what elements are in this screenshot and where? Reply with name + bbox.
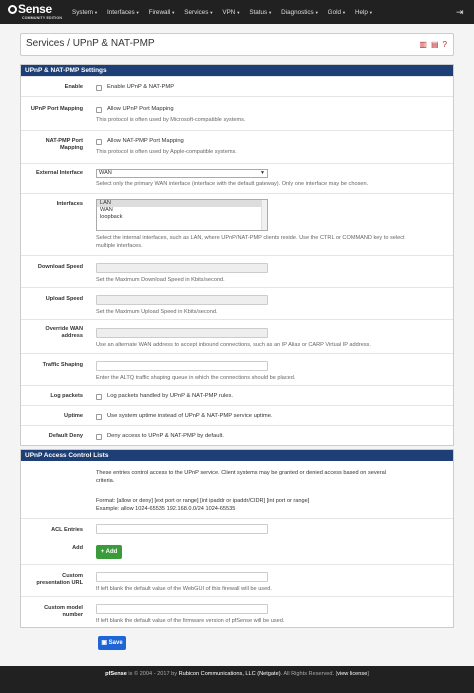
row-acl-entries <box>21 518 453 538</box>
shaping-help: Enter the ALTQ traffic shaping queue in which the connections should be placed. <box>96 375 296 381</box>
footer-license-link[interactable]: view license <box>337 671 368 677</box>
upnp-help: This protocol is often used by Microsoft-compatible systems. <box>96 117 246 123</box>
pfsense-logo[interactable] <box>8 3 70 21</box>
enable-checkbox[interactable] <box>96 85 102 91</box>
interfaces-scrollbar[interactable] <box>261 200 267 230</box>
interfaces-help-2: multiple interfaces. <box>96 243 143 249</box>
row-default-deny <box>21 425 453 445</box>
menu-diagnostics[interactable] <box>281 9 319 16</box>
row-traffic-shaping <box>21 353 453 385</box>
ext-iface-value: WAN <box>99 170 112 176</box>
logo-brand <box>8 2 52 16</box>
custom-url-help: If left blank the default value of the WebGUI of this firewall will be used. <box>96 586 272 592</box>
caret-down-icon: ▼ <box>268 9 273 15</box>
ext-iface-help: Select only the primary WAN interface (interface with the default gateway). Only one interface may be chosen. <box>96 181 369 187</box>
custom-model-input[interactable] <box>96 604 268 614</box>
menu-system-label: System <box>72 8 93 16</box>
menu-status-label: Status <box>249 8 268 16</box>
deny-label: Default Deny <box>48 433 83 439</box>
external-interface-select[interactable] <box>96 169 268 178</box>
acl-intro-2: criteria. <box>96 478 115 484</box>
caret-down-icon: ▼ <box>171 9 176 15</box>
title-icons <box>419 40 447 49</box>
menu-system[interactable] <box>72 9 98 16</box>
custom-model-label <box>21 605 83 619</box>
main-menu <box>72 0 382 24</box>
plus-icon: + <box>100 549 106 555</box>
caret-down-icon: ▼ <box>341 9 346 15</box>
uptime-checkbox[interactable] <box>96 414 102 420</box>
caret-down-icon: ▼ <box>236 9 241 15</box>
custom-model-help: If left blank the default value of the firmware version of pfSense will be used. <box>96 618 285 624</box>
log-label: Log packets <box>50 393 83 399</box>
menu-help[interactable] <box>355 9 373 16</box>
help-icon[interactable]: ? <box>442 40 447 49</box>
breadcrumb-services[interactable]: Services / <box>26 38 70 49</box>
override-wan-label <box>21 326 83 340</box>
footer-brand: pfSense <box>105 671 127 677</box>
row-upload-speed <box>21 287 453 319</box>
logo-edition: COMMUNITY EDITION <box>22 16 63 20</box>
interface-option-wan[interactable]: WAN <box>100 207 113 213</box>
acl-example: Example: allow 1024-65535 192.168.0.0/24 1024-65535 <box>96 506 236 512</box>
logo-circle-icon <box>8 5 17 14</box>
menu-interfaces-label: Interfaces <box>106 8 135 16</box>
custom-url-label-2: presentation URL <box>36 580 83 586</box>
enable-text: Enable UPnP & NAT-PMP <box>107 84 175 90</box>
upload-label: Upload Speed <box>45 296 83 302</box>
footer-company-link[interactable]: Rubicon Communications, LLC (Netgate) <box>178 671 281 677</box>
caret-down-icon: ▼ <box>209 9 214 15</box>
row-custom-url <box>21 564 453 596</box>
row-acl-intro <box>21 461 453 518</box>
row-upnp <box>21 96 453 130</box>
menu-vpn[interactable] <box>222 9 240 16</box>
override-wan-label-1: Override WAN <box>45 326 83 332</box>
download-label: Download Speed <box>37 264 83 270</box>
caret-down-icon: ▼ <box>135 9 140 15</box>
uptime-label: Uptime <box>64 413 83 419</box>
deny-text: Deny access to UPnP & NAT-PMP by default. <box>107 433 224 439</box>
acl-panel-header: UPnP Access Control Lists <box>21 450 453 461</box>
menu-services-label: Services <box>184 8 209 16</box>
override-wan-input[interactable] <box>96 328 268 338</box>
uptime-text: Use system uptime instead of UPnP & NAT-PMP service uptime. <box>107 413 273 419</box>
menu-gold[interactable] <box>328 9 346 16</box>
interface-option-loopback[interactable]: loopback <box>100 214 123 220</box>
row-interfaces <box>21 193 453 255</box>
row-add <box>21 538 453 564</box>
acl-entries-label: ACL Entries <box>51 527 83 533</box>
traffic-shaping-input[interactable] <box>96 361 268 371</box>
row-uptime <box>21 405 453 425</box>
menu-firewall-label: Firewall <box>148 8 171 16</box>
caret-down-icon: ▼ <box>94 9 98 15</box>
footer-text-3: ] <box>367 671 369 677</box>
override-wan-label-2: address <box>61 333 83 339</box>
log-checkbox[interactable] <box>96 394 102 400</box>
menu-status[interactable] <box>249 9 272 16</box>
custom-url-label <box>21 573 83 587</box>
breadcrumb <box>26 38 155 49</box>
natpmp-label-1: NAT-PMP Port <box>45 138 83 144</box>
caret-down-icon: ▼ <box>368 9 373 15</box>
natpmp-help: This protocol is often used by Apple-compatible systems. <box>96 149 237 155</box>
acl-entries-input[interactable] <box>96 524 268 534</box>
custom-url-input[interactable] <box>96 572 268 582</box>
breadcrumb-upnp[interactable]: UPnP & NAT-PMP <box>72 38 155 49</box>
menu-interfaces[interactable] <box>107 9 140 16</box>
upload-help: Set the Maximum Upload Speed in Kbits/second. <box>96 309 218 315</box>
natpmp-label-2: Mapping <box>60 145 83 151</box>
menu-firewall[interactable] <box>149 9 176 16</box>
row-custom-model <box>21 596 453 627</box>
natpmp-label <box>21 138 83 152</box>
row-override-wan <box>21 319 453 353</box>
upnp-checkbox[interactable] <box>96 107 102 113</box>
row-download-speed <box>21 255 453 287</box>
upnp-label: UPnP Port Mapping <box>30 106 83 112</box>
upnp-text: Allow UPnP Port Mapping <box>107 106 174 112</box>
custom-model-label-2: number <box>62 612 83 618</box>
save-icon: ▣ <box>101 640 109 646</box>
acl-panel <box>20 449 454 628</box>
acl-intro <box>96 469 446 485</box>
menu-diagnostics-label: Diagnostics <box>281 8 314 16</box>
interface-option-lan[interactable]: LAN <box>97 200 267 207</box>
page-title-bar <box>20 33 454 56</box>
row-enable <box>21 76 453 96</box>
logo-text: Sense <box>18 2 52 16</box>
footer-text-2: . All Rights Reserved. [ <box>280 671 338 677</box>
row-log-packets <box>21 385 453 405</box>
settings-panel-header: UPnP & NAT-PMP Settings <box>21 65 453 76</box>
settings-panel <box>20 64 454 446</box>
download-speed-input[interactable] <box>96 263 268 273</box>
custom-url-label-1: Custom <box>62 573 83 579</box>
override-wan-help: Use an alternate WAN address to accept inbound connections, such as an IP Alias or CARP Virtual IP address. <box>96 342 371 348</box>
menu-vpn-label: VPN <box>222 8 236 16</box>
row-natpmp <box>21 130 453 163</box>
upload-speed-input[interactable] <box>96 295 268 305</box>
chart-icon[interactable]: ▥ <box>419 40 427 49</box>
footer-text-1: is © 2004 - 2017 by <box>126 671 179 677</box>
top-navbar <box>0 0 474 24</box>
add-button-label: Add <box>105 549 118 555</box>
acl-format: Format: [allow or deny] [ext port or range] [int ipaddr or ipaddr/CIDR] [int port or range] <box>96 498 310 504</box>
row-external-interface <box>21 163 453 193</box>
caret-down-icon: ▼ <box>314 9 319 15</box>
select-arrow-icon: ▼ <box>260 170 265 176</box>
custom-model-label-1: Custom model <box>44 605 83 611</box>
deny-checkbox[interactable] <box>96 434 102 440</box>
log-text: Log packets handled by UPnP & NAT-PMP rules. <box>107 393 233 399</box>
log-icon[interactable]: ▤ <box>430 40 439 49</box>
enable-label: Enable <box>64 84 83 90</box>
interfaces-help <box>96 234 446 250</box>
shaping-label: Traffic Shaping <box>42 362 83 368</box>
interfaces-multiselect[interactable] <box>96 199 268 231</box>
menu-help-label: Help <box>354 8 368 16</box>
interfaces-help-1: Select the internal interfaces, such as LAN, where UPnP/NAT-PMP clients reside. Use the CTRL or COMMAND key to select <box>96 235 405 241</box>
save-button[interactable] <box>98 636 126 650</box>
acl-intro-1: These entries control access to the UPnP service. Client systems may be granted or denied access based on several <box>96 470 386 476</box>
add-label: Add <box>72 545 83 551</box>
download-help: Set the Maximum Download Speed in Kbits/second. <box>96 277 225 283</box>
menu-gold-label: Gold <box>327 8 341 16</box>
add-button[interactable] <box>96 545 122 559</box>
logout-icon[interactable]: ⇥ <box>456 7 464 17</box>
natpmp-checkbox[interactable] <box>96 139 102 145</box>
interfaces-label: Interfaces <box>56 201 83 207</box>
menu-services[interactable] <box>184 9 213 16</box>
footer <box>0 666 474 693</box>
ext-iface-label: External Interface <box>36 170 83 176</box>
save-button-label: Save <box>108 640 123 646</box>
natpmp-text: Allow NAT-PMP Port Mapping <box>107 138 184 144</box>
